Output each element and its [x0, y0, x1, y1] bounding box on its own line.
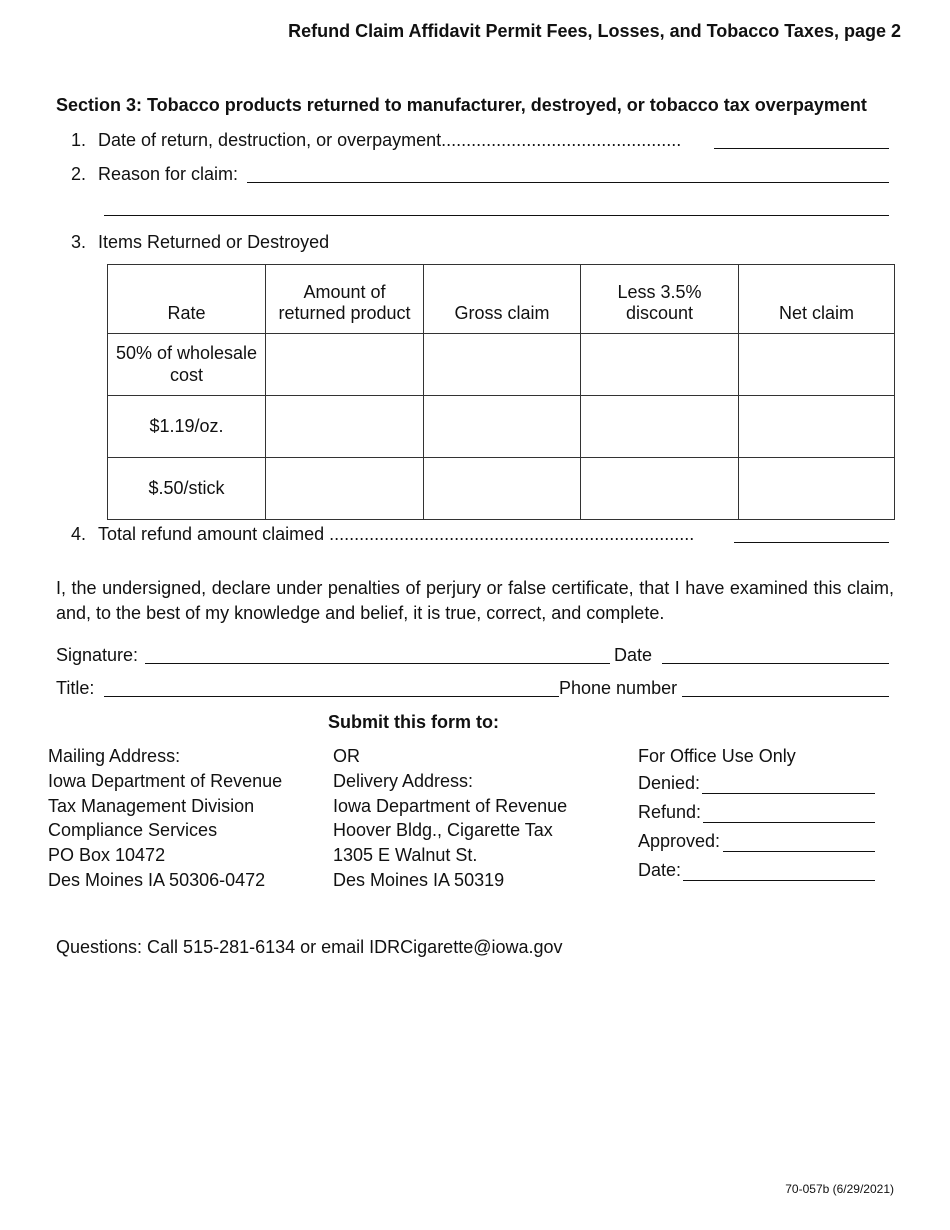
- amount-cell[interactable]: [266, 334, 424, 396]
- delivery-address-line: Delivery Address:: [333, 770, 474, 791]
- item-2-label: Reason for claim:: [98, 164, 239, 184]
- date-label: Date: [614, 645, 653, 665]
- discount-cell[interactable]: [581, 458, 739, 520]
- total-refund-field[interactable]: [734, 542, 889, 543]
- delivery-address-line: Hoover Bldg., Cigarette Tax: [333, 820, 553, 841]
- rate-cell: 50% of wholesale cost: [108, 334, 266, 396]
- mailing-address-line: Tax Management Division: [48, 795, 255, 816]
- declaration-text: I, the undersigned, declare under penalties of perjury or false certificate, that I have examined this claim, and, to the best of my knowledge and belief, it is true, correct, and complete.: [56, 578, 894, 623]
- item-4-label-text: Total refund amount claimed: [98, 524, 325, 544]
- delivery-address-line: 1305 E Walnut St.: [333, 845, 478, 866]
- delivery-address-line: Des Moines IA 50319: [333, 869, 505, 890]
- approved-field[interactable]: [723, 851, 875, 852]
- column-header-net-claim: Net claim: [739, 265, 895, 334]
- page-header-title: Refund Claim Affidavit Permit Fees, Losses, and Tobacco Taxes, page 2: [288, 21, 901, 41]
- table-row: [108, 458, 895, 520]
- column-header-amount: Amount of returned product: [266, 265, 424, 334]
- amount-cell[interactable]: [266, 396, 424, 458]
- delivery-address-line: Iowa Department of Revenue: [333, 795, 568, 816]
- reason-for-claim-field-line-2[interactable]: [104, 215, 889, 216]
- denied-field[interactable]: [702, 793, 875, 794]
- mailing-address-line: PO Box 10472: [48, 845, 166, 866]
- reason-for-claim-field[interactable]: [247, 182, 889, 183]
- phone-label: Phone number: [559, 678, 678, 698]
- delivery-address-line: OR: [333, 746, 360, 766]
- gross-claim-cell[interactable]: [424, 458, 581, 520]
- column-header-gross-claim: Gross claim: [424, 265, 581, 334]
- submit-heading: Submit this form to:: [328, 712, 499, 732]
- mailing-address-line: Compliance Services: [48, 820, 218, 841]
- office-field-refund: [638, 800, 878, 829]
- discount-cell[interactable]: [581, 334, 739, 396]
- item-1-label-text: Date of return, destruction, or overpayment: [98, 130, 442, 150]
- item-3-label: Items Returned or Destroyed: [98, 232, 330, 252]
- table-row: [108, 334, 895, 396]
- item-1-label: [98, 130, 681, 152]
- net-claim-cell[interactable]: [739, 458, 895, 520]
- mailing-address-line: Iowa Department of Revenue: [48, 770, 283, 791]
- discount-cell[interactable]: [581, 396, 739, 458]
- rate-cell: $.50/stick: [108, 458, 266, 520]
- table-row: [108, 396, 895, 458]
- mailing-address-block: [48, 744, 282, 893]
- office-field-label: Date:: [638, 860, 682, 880]
- item-1-number: 1.: [70, 130, 86, 150]
- item-3-number: 3.: [70, 232, 86, 252]
- refund-field[interactable]: [703, 822, 875, 823]
- item-4-leader-dots: .........................................................................: [329, 524, 695, 544]
- office-field-label: Refund:: [638, 802, 702, 822]
- section-3-title: Section 3: Tobacco products returned to manufacturer, destroyed, or tobacco tax overpayment: [56, 95, 867, 115]
- office-use-block: [638, 771, 878, 887]
- net-claim-cell[interactable]: [739, 396, 895, 458]
- office-field-approved: [638, 829, 878, 858]
- net-claim-cell[interactable]: [739, 334, 895, 396]
- amount-cell[interactable]: [266, 458, 424, 520]
- office-field-label: Denied:: [638, 773, 701, 793]
- mailing-address-line: Mailing Address:: [48, 746, 181, 766]
- title-field[interactable]: [104, 696, 559, 697]
- phone-field[interactable]: [682, 696, 889, 697]
- item-1-leader-dots: ................................................: [441, 130, 682, 150]
- table-header-row: [108, 265, 895, 334]
- gross-claim-cell[interactable]: [424, 396, 581, 458]
- form-number: 70-057b (6/29/2021): [785, 1182, 894, 1196]
- questions-contact: Questions: Call 515-281-6134 or email IDRCigarette@iowa.gov: [56, 937, 563, 957]
- date-of-return-field[interactable]: [714, 148, 889, 149]
- title-label: Title:: [56, 678, 95, 698]
- column-header-discount: Less 3.5% discount: [581, 265, 739, 334]
- mailing-address-line: Des Moines IA 50306-0472: [48, 869, 266, 890]
- item-4-label: [98, 524, 694, 546]
- claims-table: [107, 264, 895, 520]
- rate-cell: $1.19/oz.: [108, 396, 266, 458]
- signature-label: Signature:: [56, 645, 139, 665]
- signature-field[interactable]: [145, 663, 610, 664]
- delivery-address-block: [333, 744, 567, 893]
- office-field-denied: [638, 771, 878, 800]
- item-4-number: 4.: [70, 524, 86, 544]
- office-field-label: Approved:: [638, 831, 721, 851]
- signature-date-field[interactable]: [662, 663, 889, 664]
- office-field-date: [638, 858, 878, 887]
- item-2-number: 2.: [70, 164, 86, 184]
- office-use-heading: For Office Use Only: [638, 746, 796, 766]
- column-header-rate: Rate: [108, 265, 266, 334]
- office-date-field[interactable]: [683, 880, 875, 881]
- gross-claim-cell[interactable]: [424, 334, 581, 396]
